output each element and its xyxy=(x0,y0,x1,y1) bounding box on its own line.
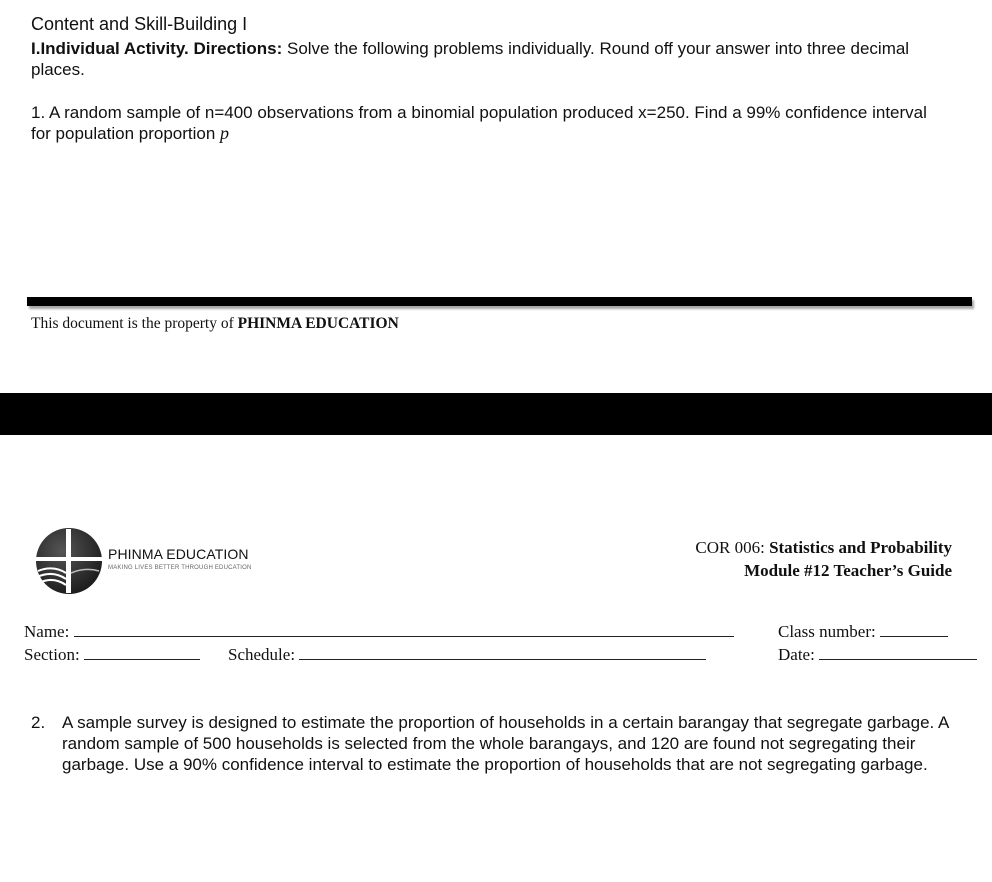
date-blank[interactable] xyxy=(819,645,977,660)
problem-1 xyxy=(31,102,931,144)
property-notice-prefix: This document is the property of xyxy=(31,315,238,332)
problem-2 xyxy=(31,712,961,775)
page-separator-band xyxy=(0,393,992,435)
schedule-blank[interactable] xyxy=(299,645,706,660)
name-label: Name: xyxy=(24,622,70,641)
problem-1-text: 1. A random sample of n=400 observations from a binomial population produced x=250. Find a 99% confidence interval for population proportion xyxy=(31,103,927,143)
problem-2-number: 2. xyxy=(31,713,46,732)
brand-name: PHINMA EDUCATION xyxy=(108,546,249,562)
date-label: Date: xyxy=(778,645,815,664)
class-number-blank[interactable] xyxy=(880,622,948,637)
section-blank[interactable] xyxy=(84,645,200,660)
directions-label: I.Individual Activity. Directions: xyxy=(31,39,283,58)
schedule-label: Schedule: xyxy=(228,645,296,664)
course-title: Statistics and Probability xyxy=(769,538,952,557)
date-field xyxy=(778,645,977,665)
class-number-label: Class number: xyxy=(778,622,876,641)
module-title: Module #12 Teacher’s Guide xyxy=(744,561,952,580)
brand-tagline: MAKING LIVES BETTER THROUGH EDUCATION xyxy=(108,565,252,571)
class-number-field xyxy=(778,622,948,642)
directions-text: Solve the following problems individually. Round off your answer into three decimal places. xyxy=(31,39,910,79)
section-field xyxy=(24,645,200,665)
schedule-field xyxy=(228,645,706,665)
section-heading: Content and Skill-Building I xyxy=(31,14,248,34)
course-line xyxy=(695,538,952,558)
activity-directions xyxy=(31,38,931,80)
property-notice xyxy=(31,315,399,333)
phinma-logo-icon xyxy=(33,527,103,595)
name-field xyxy=(24,622,734,642)
problem-1-variable: p xyxy=(220,123,230,143)
section-label: Section: xyxy=(24,645,80,664)
course-code: COR 006: xyxy=(695,538,770,557)
footer-rule xyxy=(27,297,972,306)
problem-2-text: A sample survey is designed to estimate the proportion of households in a certain barangay that segregate garbage. A random sample of 500 households is selected from the whole barangays, and 120 are found not segregating their garbage. Use a 90% confidence interval to estimate the proportion of households that are not segregating garbage. xyxy=(62,713,949,774)
name-blank[interactable] xyxy=(74,622,734,637)
property-owner: PHINMA EDUCATION xyxy=(237,315,399,332)
